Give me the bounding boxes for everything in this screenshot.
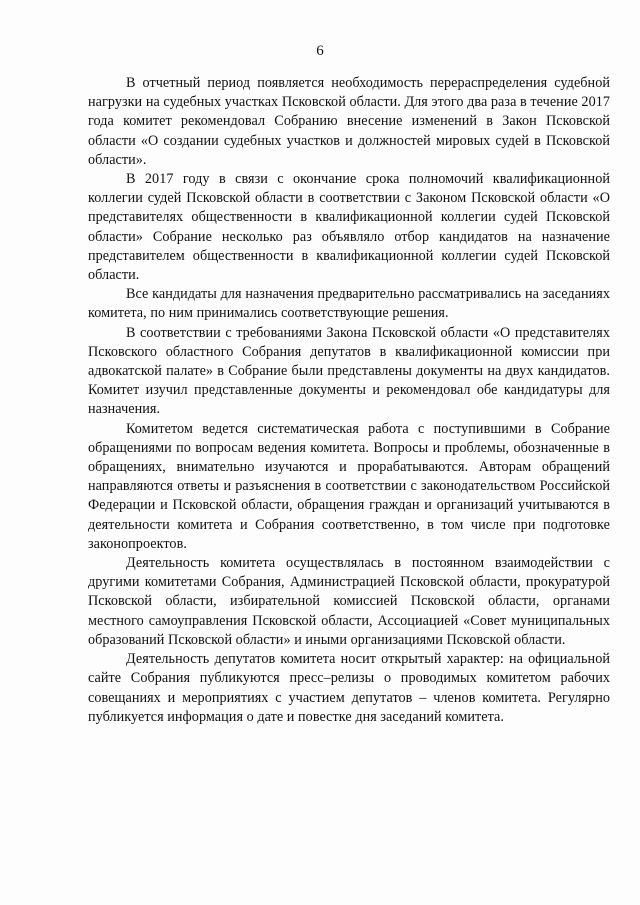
paragraph-interaction: Деятельность комитета осуществлялась в постоянном взаимодействии с другими комитетами Собрания, Администрацией Псковской области, прокуратурой Псковской области, избирательной комиссией Псковской области, органами местного самоуправления Псковской области, Ассоциацией «Совет муниципальных образований Псковской области» и иными организациями Псковской области.: [88, 555, 610, 648]
page-number: 6: [316, 43, 324, 59]
paragraph-qualification-board: В 2017 году в связи с окончание срока полномочий квалификационной коллегии судей Псковской области в соответствии с Законом Псковской области «О представителях общественности в квалификационной коллегии судей Псковской области» Собрание несколько раз объявляло отбор кандидатов на назначение представителем общественности в квалификационной коллегии судей Псковской области.: [88, 171, 610, 284]
paragraph-candidates-review: Все кандидаты для назначения предварительно рассматривались на заседаниях комитета, по ним принимались соответствующие решения.: [88, 286, 610, 322]
paragraph-openness: Деятельность депутатов комитета носит открытый характер: на официальной сайте Собрания публикуются пресс–релизы о проводимых комитетом рабочих совещаниях и мероприятиях с участием депутатов – членов комитета. Регулярно публикуется информация о дате и повестке дня заседаний комитета.: [88, 651, 610, 725]
paragraph-citizen-appeals: Комитетом ведется систематическая работа с поступившими в Собрание обращениями по вопросам ведения комитета. Вопросы и проблемы, обозначенные в обращениях, внимательно изучаются и прорабатываются. Авторам обращений направляются ответы и разъяснения в соответствии с законодательством Российской Федерации и Псковской области, обращения граждан и организаций учитываются в деятельности комитета и Собрания соответственно, в том числе при подготовке законопроектов.: [88, 420, 610, 552]
paragraph-bar-commission: В соответствии с требованиями Закона Псковской области «О представителях Псковского областного Собрания депутатов в квалификационной комиссии при адвокатской палате» в Собрание были представлены документы на двух кандидатов. Комитет изучил представленные документы и рекомендовал обе кандидатуры для назначения.: [88, 324, 610, 418]
document-body: [88, 74, 610, 727]
paragraph-judicial-load: В отчетный период появляется необходимость перераспределения судебной нагрузки на судебных участках Псковской области. Для этого два раза в течение 2017 года комитет рекомендовал Собранию внесение изменений в Закон Псковской области «О создании судебных участков и должностей мировых судей в Псковской области».: [88, 75, 610, 168]
